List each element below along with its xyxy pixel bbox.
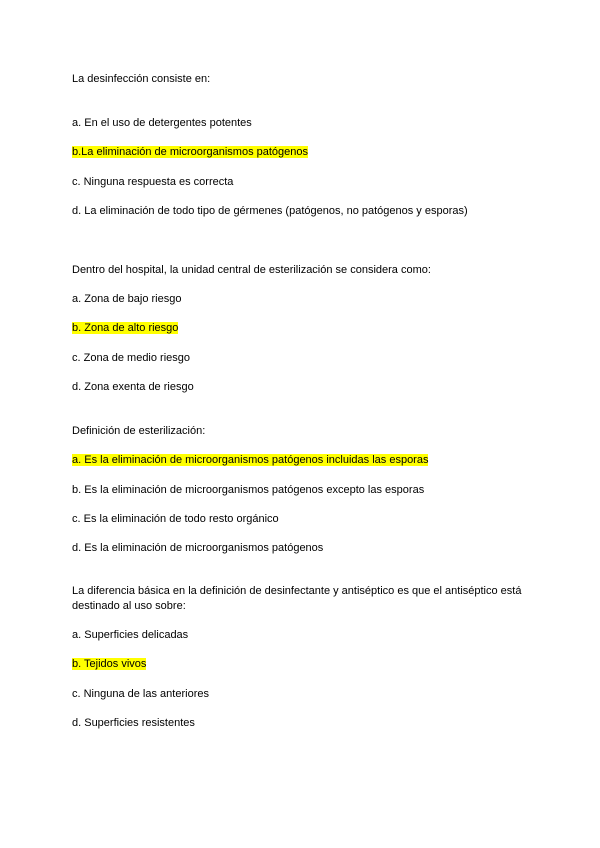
question-4-text: La diferencia básica en la definición de desinfectante y antiséptico es que el antiséptico está destinado al uso sobre: (72, 585, 522, 612)
correct-answer-highlight: b. Zona de alto riesgo (72, 322, 179, 334)
question-1-option-b (72, 146, 308, 159)
question-2-option-c (72, 352, 190, 365)
question-1-option-d (72, 205, 468, 218)
option-text: c. Es la eliminación de todo resto orgánico (72, 513, 279, 525)
correct-answer-highlight: a. Es la eliminación de microorganismos patógenos incluidas las esporas (72, 454, 429, 466)
question-1-text: La desinfección consiste en: (72, 73, 211, 85)
option-text: d. Es la eliminación de microorganismos patógenos (72, 542, 324, 554)
question-2-option-a (72, 293, 181, 306)
option-text: a. Superficies delicadas (72, 629, 189, 641)
question-4-option-b (72, 658, 146, 671)
question-4-option-d (72, 717, 195, 730)
option-text: c. Ninguna respuesta es correcta (72, 176, 234, 188)
option-text: d. Zona exenta de riesgo (72, 381, 194, 393)
question-3-option-a (72, 454, 428, 467)
question-2-option-d (72, 381, 194, 394)
question-3-option-b (72, 484, 424, 497)
question-2-text: Dentro del hospital, la unidad central de esterilización se considera como: (72, 264, 431, 276)
option-text: c. Zona de medio riesgo (72, 352, 191, 364)
option-text: a. En el uso de detergentes potentes (72, 117, 252, 129)
question-1-option-c (72, 176, 233, 189)
correct-answer-highlight: b.La eliminación de microorganismos patógenos (72, 146, 309, 158)
question-4-option-a (72, 629, 188, 642)
question-3-text: Definición de esterilización: (72, 425, 206, 437)
option-text: d. La eliminación de todo tipo de gérmenes (patógenos, no patógenos y esporas) (72, 205, 468, 217)
question-4-option-c (72, 688, 209, 701)
question-3-option-d (72, 542, 323, 555)
option-text: b. Es la eliminación de microorganismos patógenos excepto las esporas (72, 484, 425, 496)
correct-answer-highlight: b. Tejidos vivos (72, 658, 147, 670)
option-text: c. Ninguna de las anteriores (72, 688, 209, 700)
option-text: d. Superficies resistentes (72, 717, 195, 729)
question-2-option-b (72, 322, 178, 335)
option-text: a. Zona de bajo riesgo (72, 293, 182, 305)
question-3-option-c (72, 513, 279, 526)
question-1-option-a (72, 117, 252, 130)
